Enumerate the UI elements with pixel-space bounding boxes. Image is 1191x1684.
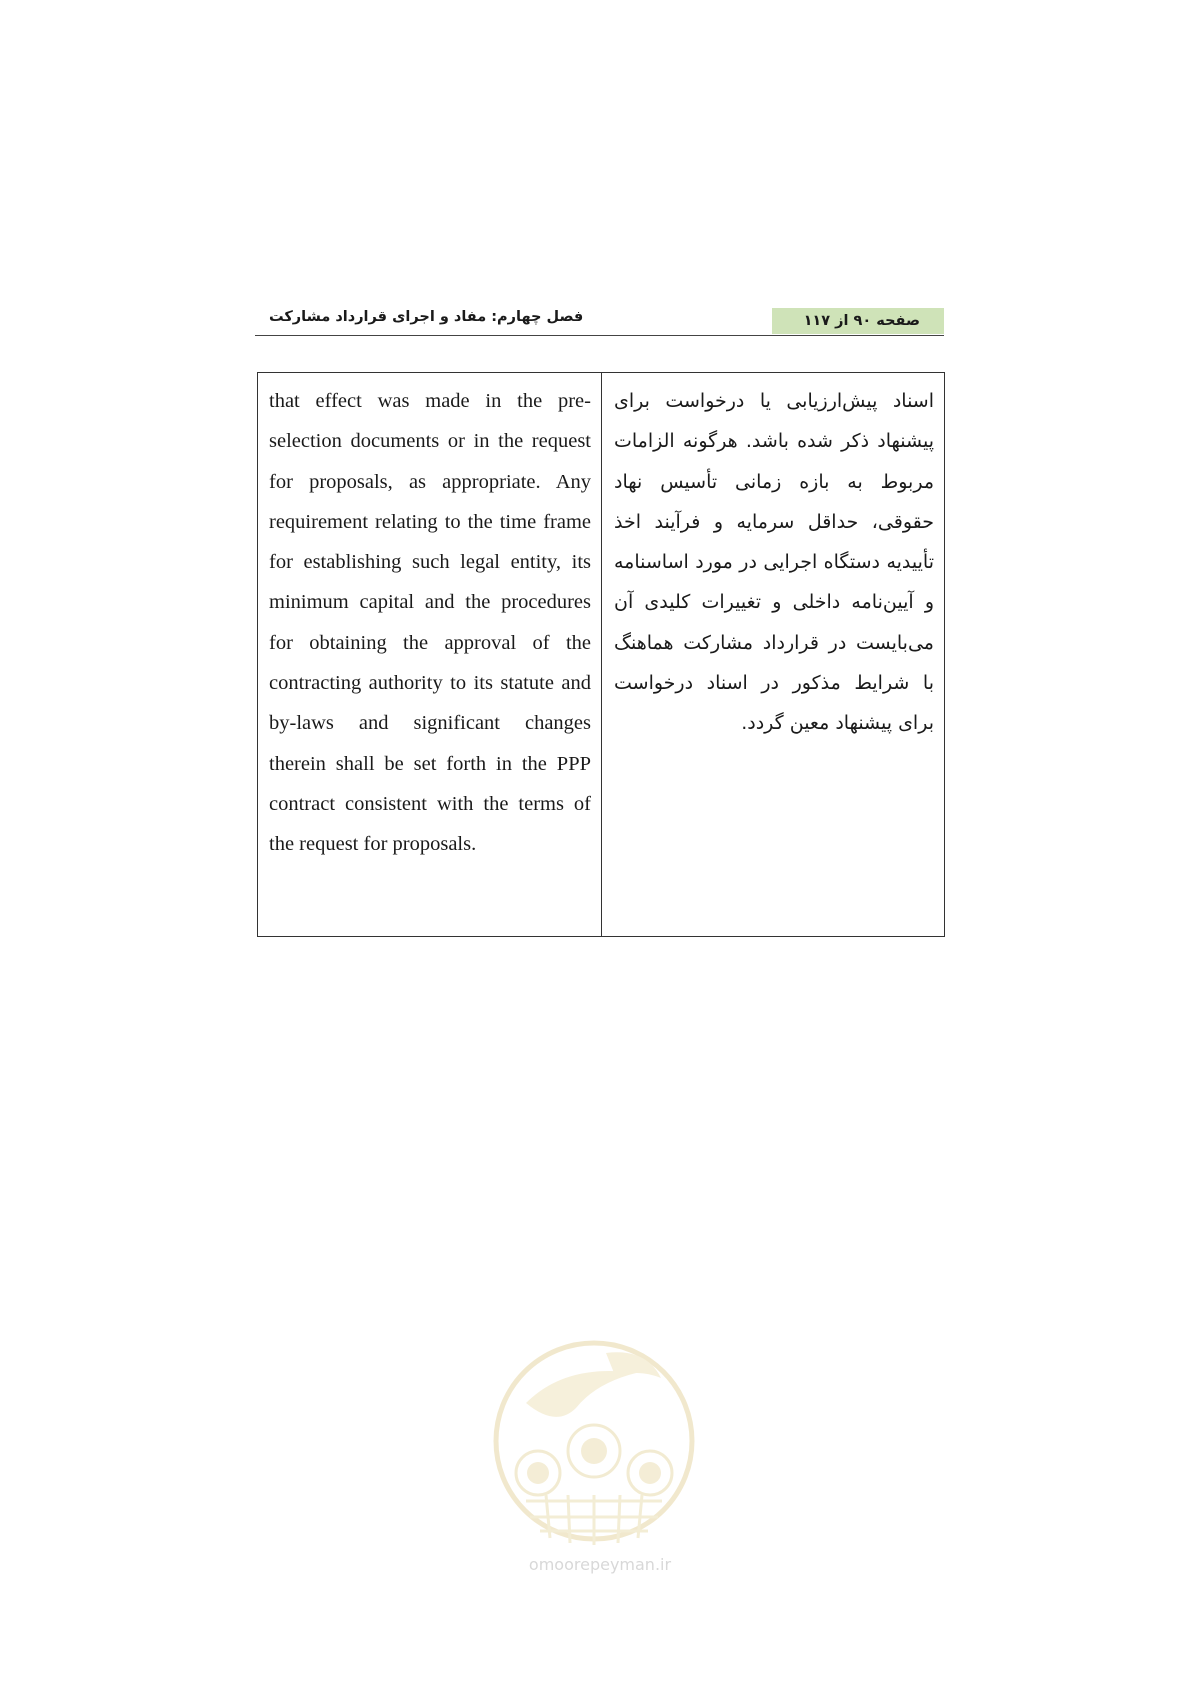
persian-cell (602, 373, 945, 937)
chapter-title: فصل چهارم: مفاد و اجرای قرارداد مشارکت (269, 309, 584, 325)
watermark-url: omoorepeyman.ir (528, 1555, 672, 1574)
page-header (255, 307, 944, 336)
persian-paragraph: اسناد پیش‌ارزیابی یا درخواست برای پیشنهاد ذکر شده باشد. هرگونه الزامات مربوط به بازه زمانی تأسیس نهاد حقوقی، حداقل سرمایه و فرآیند اخذ تأییدیه دستگاه اجرایی در مورد اساسنامه و آیین‌نامه داخلی و تغییرات کلیدی آن می‌بایست در قرارداد مشارکت هماهنگ با شرایط مذکور در اسناد درخواست برای پیشنهاد معین گردد. (614, 390, 934, 735)
english-paragraph: that effect was made in the pre-selection documents or in the request for proposals, as appropriate. Any requirement relating to the time frame for establishing such legal entity, its minimum capital and the procedures for obtaining the approval of the contracting authority to its statute and by-laws and significant changes therein shall be set forth in the PPP contract consistent with the terms of the request for proposals. (269, 390, 591, 856)
table-row (258, 373, 945, 937)
page-number-badge: صفحه ۹۰ از ۱۱۷ (772, 308, 944, 334)
watermark-logo-icon (486, 1333, 702, 1581)
bilingual-text-table (257, 372, 945, 937)
english-cell (258, 373, 602, 937)
